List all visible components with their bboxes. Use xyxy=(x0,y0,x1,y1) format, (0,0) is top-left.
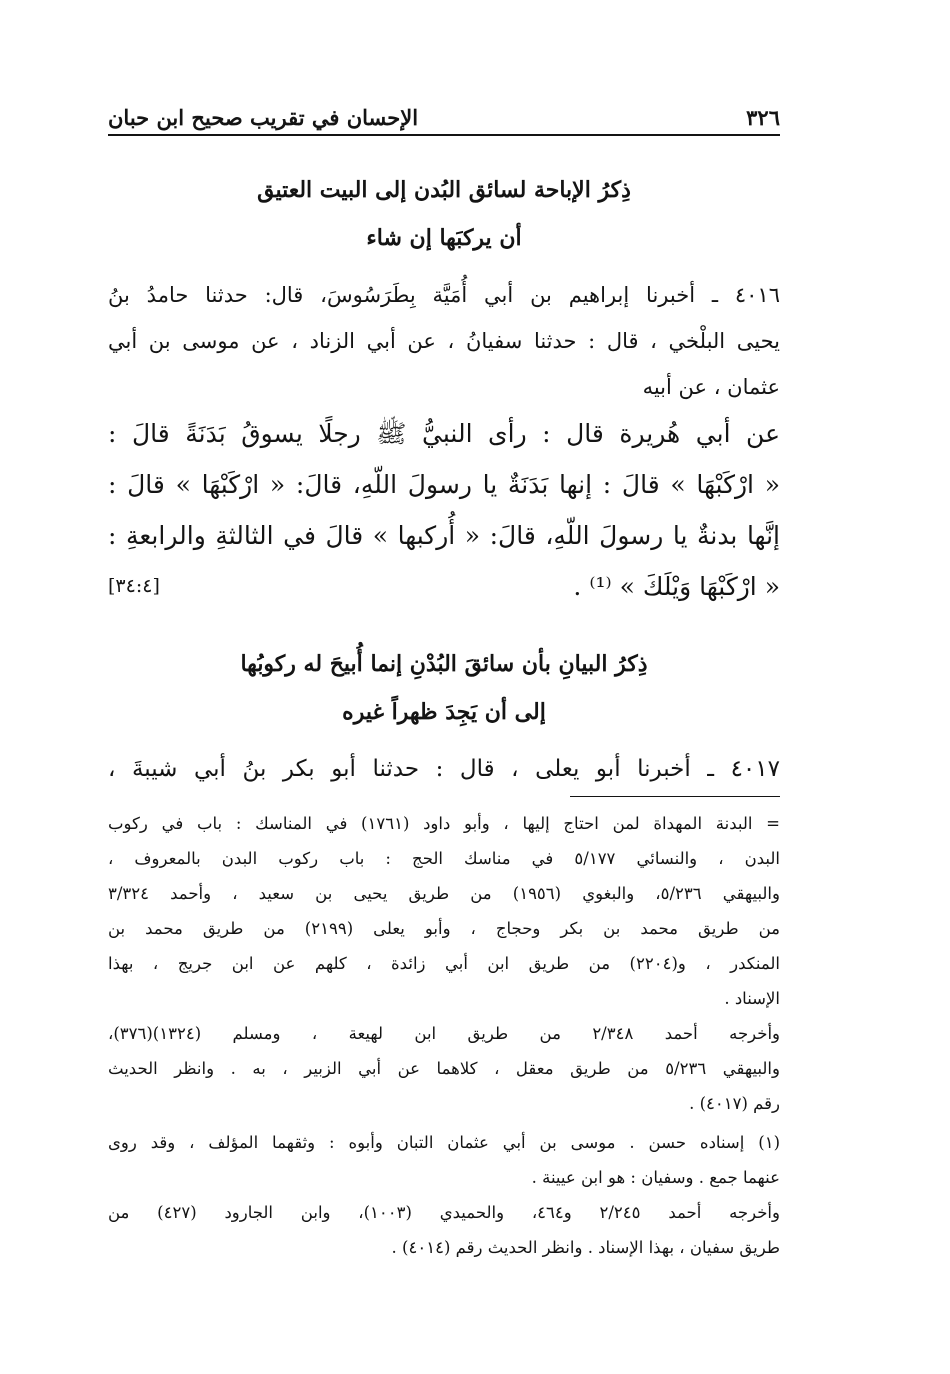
matn-line: « ارْكَبْهَا » قالَ : إنها بَدَنَةٌ يا رسولَ اللّهِ، قالَ: « ارْكَبْهَا » قالَ : xyxy=(108,470,780,499)
footnote-line: رقم (٤٠١٧) . xyxy=(689,1094,780,1113)
footnote-1-line: وأخرجه أحمد ٢/٢٤٥ و٤٦٤، والحميدي (١٠٠٣)، وابن الجارود (٤٢٧) من xyxy=(108,1203,780,1222)
chapter-heading-2-line1: ذِكرُ البيانِ بأن سائقَ البُدْنِ إنما أُبيحَ له ركوبُها xyxy=(240,651,648,677)
footnote-1-line: طريق سفيان ، بهذا الإسناد . وانظر الحديث رقم (٤٠١٤) . xyxy=(391,1238,780,1257)
footnote-line: والبيهقي ٥/٢٣٦، والبغوي (١٩٥٦) من طريق يحيى بن سعيد ، وأحمد ٣/٣٢٤ xyxy=(108,884,780,903)
footnote-1-line: (١) إسناده حسن . موسى بن أبي عثمان التبان وأبوه : وثقهما المؤلف ، وقد روى xyxy=(108,1133,780,1152)
narration-line: عثمان ، عن أبيه xyxy=(642,375,780,399)
footnote-line: البدن ، والنسائي ٥/١٧٧ في مناسك الحج : باب ركوب البدن بالمعروف ، xyxy=(108,849,780,868)
footnote-line: من طريق محمد بن بكر وحجاج ، وأبو يعلى (٢١٩٩) من طريق محمد بن xyxy=(108,919,780,938)
hadith-4016-matn xyxy=(108,408,780,612)
footnote-line: والبيهقي ٥/٢٣٦ من طريق معقل ، كلاهما عن أبي الزبير ، به . وانظر الحديث xyxy=(108,1059,780,1078)
header-rule xyxy=(108,134,780,136)
footnote-line: = البدنة المهداة لمن احتاج إليها ، وأبو داود (١٧٦١) في المناسك : باب في ركوب xyxy=(108,814,780,833)
matn-line: عن أبي هُريرة قال : رأى النبيُّ ﷺ رجلًا يسوقُ بَدَنَةً قالَ : xyxy=(108,419,780,448)
footnote-line: وأخرجه أحمد ٢/٣٤٨ من طريق ابن لهيعة ، ومسلم (١٣٢٤)(٣٧٦)، xyxy=(108,1024,780,1043)
chapter-heading-1 xyxy=(108,166,780,262)
chapter-heading-1-line2: أن يركبَها إن شاء xyxy=(366,225,522,251)
chapter-heading-2 xyxy=(108,640,780,736)
hadith-4017-narration xyxy=(108,744,780,795)
matn-line: إنَّها بدنةٌ يا رسولَ اللّهِ، قالَ: « أُركبها » قالَ في الثالثةِ والرابعةِ : xyxy=(108,521,780,550)
footnote-separator xyxy=(570,796,780,797)
hadith-4016-narration xyxy=(108,272,780,410)
page-number: ٣٢٦ xyxy=(746,105,780,130)
book-title: الإحسان في تقريب صحيح ابن حبان xyxy=(108,105,419,130)
matn-last-line xyxy=(108,561,780,612)
footnote-1-line: عنهما جمع . وسفيان : هو ابن عيينة . xyxy=(531,1168,780,1187)
matn-line: « ارْكَبْهَا وَيْلَكَ » ⁽¹⁾ . xyxy=(573,572,780,601)
chapter-heading-1-line1: ذِكرُ الإباحة لسائق البُدن إلى البيت العتيق xyxy=(257,177,631,203)
footnote-line: المنكدر ، و(٢٢٠٤) من طريق ابن أبي زائدة ، كلهم عن ابن جريج ، بهذا xyxy=(108,954,780,973)
narration-line: ٤٠١٧ ـ أخبرنا أبو يعلى ، قال : حدثنا أبو بكر بنُ أبي شيبةَ ، xyxy=(108,756,780,782)
narration-line: ٤٠١٦ ـ أخبرنا إبراهيم بن أبي أُمَيَّة بِطَرَسُوسَ، قال: حدثنا حامدُ بنُ xyxy=(108,283,780,307)
chapter-heading-2-line2: إلى أن يَجِدَ ظهراً غيره xyxy=(342,699,546,725)
narration-line: يحيى البلْخي ، قال : حدثنا سفيانُ ، عن أبي الزناد ، عن موسى بن أبي xyxy=(108,329,780,353)
footnote-line: الإسناد . xyxy=(724,989,780,1008)
running-header xyxy=(108,96,780,130)
footnotes xyxy=(108,806,780,1265)
hadith-reference: [٣٤:٤] xyxy=(108,575,160,597)
